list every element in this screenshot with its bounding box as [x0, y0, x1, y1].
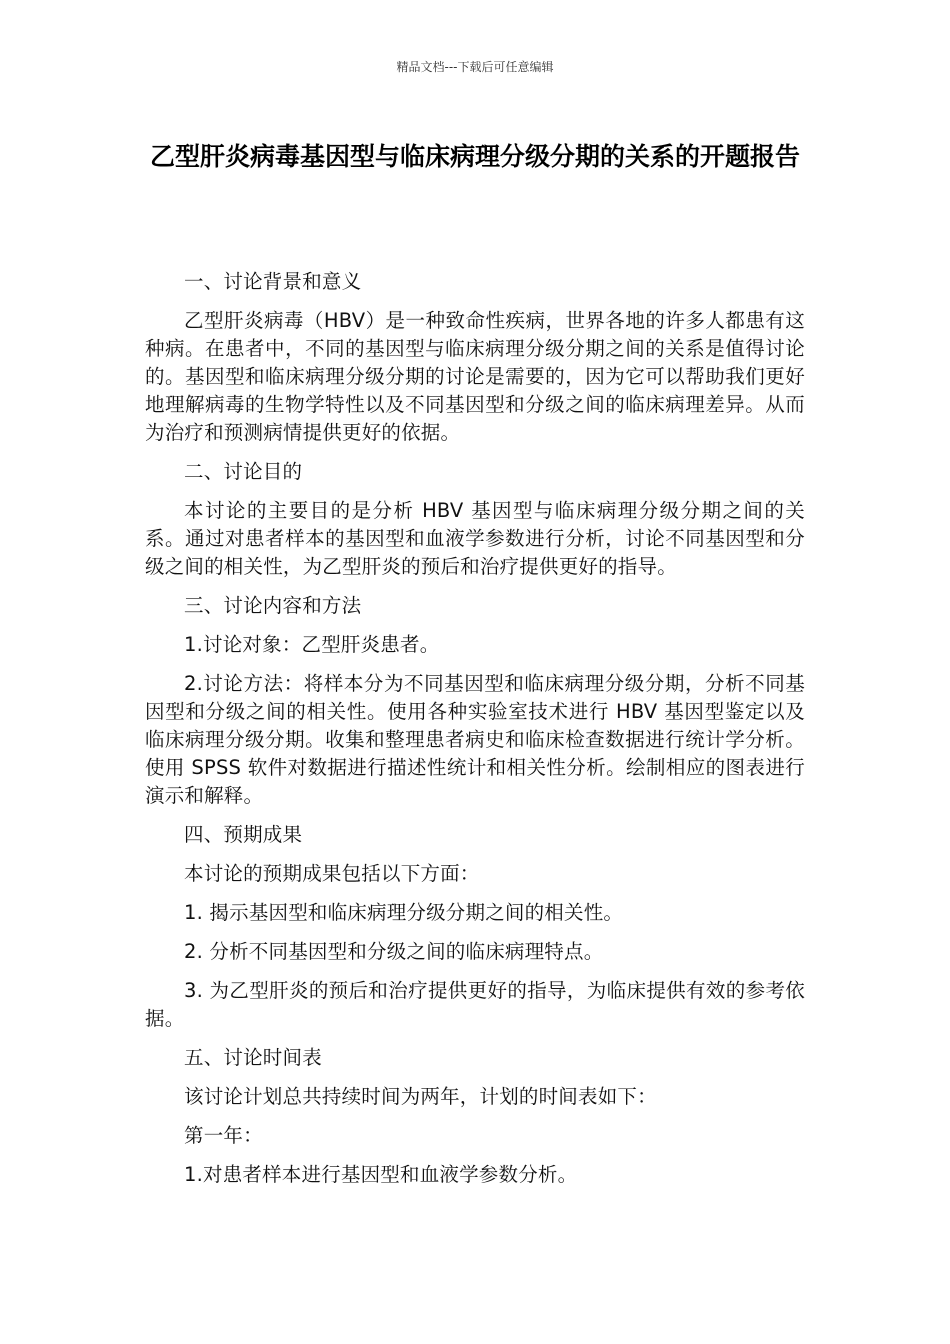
section-heading-timeline: 五、讨论时间表	[184, 1046, 322, 1069]
section-heading-purpose: 二、讨论目的	[184, 460, 303, 483]
list-item-outcome-2: 2. 分析不同基因型和分级之间的临床病理特点。	[184, 940, 604, 963]
list-item-outcome-1: 1. 揭示基因型和临床病理分级分期之间的相关性。	[184, 901, 624, 924]
section-heading-methods: 三、讨论内容和方法	[184, 594, 362, 617]
paragraph-background: 乙型肝炎病毒（HBV）是一种致命性疾病，世界各地的许多人都患有这种病。在患者中，不同的基因型与临床病理分级分期之间的关系是值得讨论的。基因型和临床病理分级分期的讨论是需要的，因为它可以帮助我们更好地理解病毒的生物学特性以及不同基因型和分级之间的临床病理差异。从而为治疗和预测病情提供更好的依据。	[145, 309, 805, 444]
list-item-year-1-task-1: 1.对患者样本进行基因型和血液学参数分析。	[184, 1163, 578, 1186]
paragraph-timeline-intro: 该讨论计划总共持续时间为两年，计划的时间表如下：	[184, 1085, 657, 1108]
paragraph-purpose: 本讨论的主要目的是分析 HBV 基因型与临床病理分级分期之间的关系。通过对患者样本的基因型和血液学参数进行分析，讨论不同基因型和分级之间的相关性，为乙型肝炎的预后和治疗提供更好的指导。	[145, 499, 805, 578]
document-body	[145, 268, 805, 1200]
header-note: 精品文档---下载后可任意编辑	[396, 60, 554, 74]
section-heading-background: 一、讨论背景和意义	[184, 270, 362, 293]
paragraph-subjects: 1.讨论对象：乙型肝炎患者。	[184, 633, 440, 656]
list-item-outcome-3: 3. 为乙型肝炎的预后和治疗提供更好的指导，为临床提供有效的参考依据。	[145, 979, 805, 1030]
document-title: 乙型肝炎病毒基因型与临床病理分级分期的关系的开题报告	[149, 142, 800, 171]
section-heading-outcomes: 四、预期成果	[184, 823, 303, 846]
paragraph-outcomes-intro: 本讨论的预期成果包括以下方面：	[184, 862, 480, 885]
timeline-year-1: 第一年：	[184, 1124, 263, 1147]
paragraph-methods: 2.讨论方法：将样本分为不同基因型和临床病理分级分期，分析不同基因型和分级之间的相关性。使用各种实验室技术进行 HBV 基因型鉴定以及临床病理分级分期。收集和整理患者病史和临床检查数据进行统计学分析。使用 SPSS 软件对数据进行描述性统计和相关性分析。绘制相应的图表进行演示和解释。	[145, 672, 805, 807]
